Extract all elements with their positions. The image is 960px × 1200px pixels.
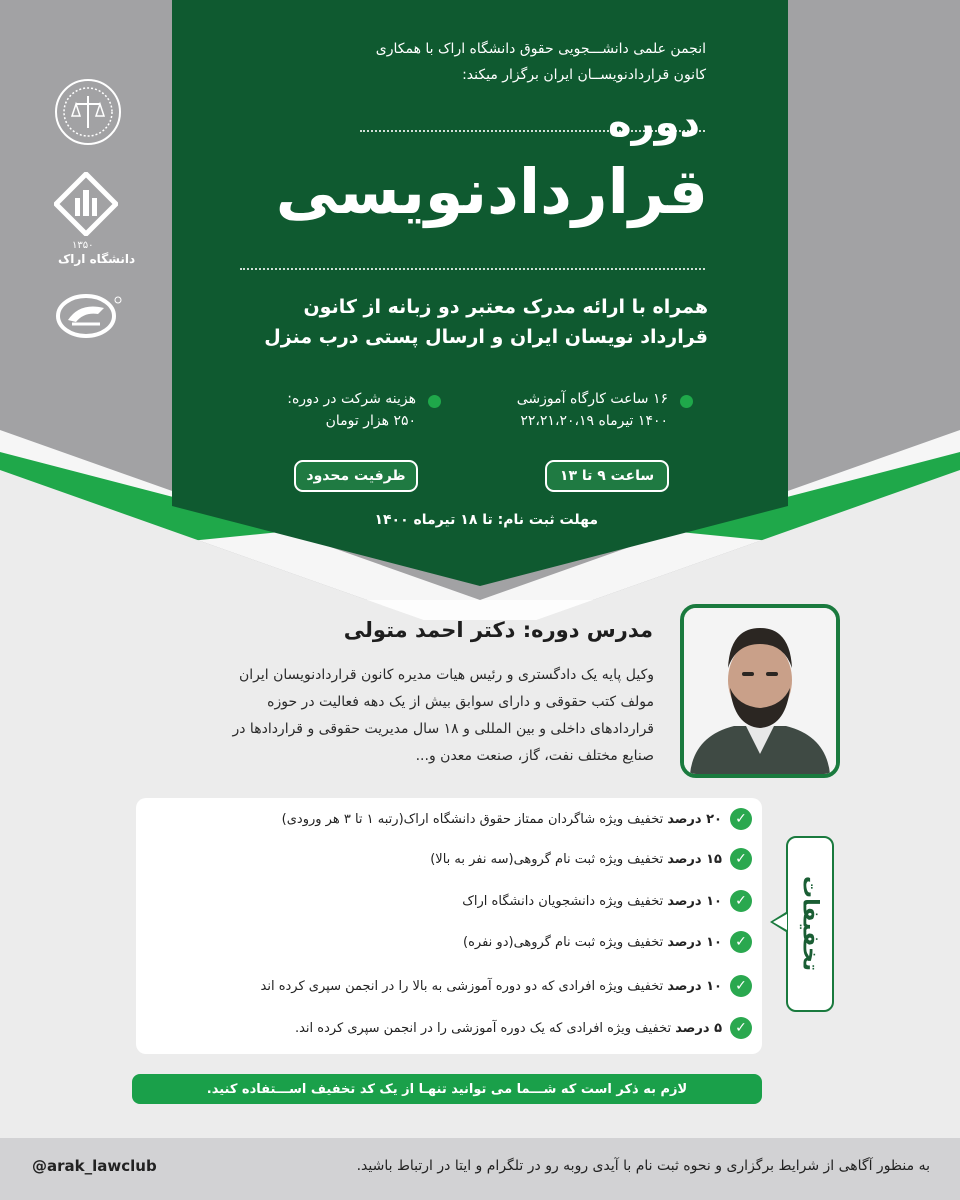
- check-icon: ✓: [730, 975, 752, 997]
- instructor-bio-line: وکیل پایه یک دادگستری و رئیس هیات مدیره کانون قراردادنویسان ایران: [238, 667, 654, 683]
- discount-text: [295, 1021, 722, 1036]
- check-icon: ✓: [730, 890, 752, 912]
- fee-line-1: هزینه شرکت در دوره:: [287, 391, 416, 407]
- course-kicker: دوره: [607, 100, 700, 146]
- university-caption: دانشگاه اراک: [58, 252, 136, 266]
- discount-item: [140, 928, 760, 956]
- subtitle-line-1: همراه با ارائه مدرک معتبر دو زبانه از کانون: [303, 296, 708, 318]
- discount-description: تخفیف ویژه ثبت نام گروهی(دو نفره): [463, 934, 664, 950]
- check-icon: ✓: [730, 931, 752, 953]
- registration-deadline: مهلت ثبت نام: تا ۱۸ تیرماه ۱۴۰۰: [374, 512, 598, 528]
- discount-percent: ۱۰ درصد: [667, 893, 722, 909]
- discount-percent: ۱۰ درصد: [667, 934, 722, 950]
- discount-description: تخفیف ویژه افرادی که یک دوره آموزشی را در انجمن سپری کرده اند.: [294, 1020, 672, 1036]
- check-icon: ✓: [730, 1017, 752, 1039]
- discount-description: تخفیف ویژه ثبت نام گروهی(سه نفر به بالا): [430, 851, 664, 867]
- organizer-text: [186, 36, 706, 88]
- footer-text: به منظور آگاهی از شرایط برگزاری و نحوه ثبت نام با آیدی روبه رو در تلگرام و ایتا در ارتباط باشید.: [356, 1158, 930, 1174]
- discount-item: [140, 972, 760, 1000]
- course-title: قراردادنویسی: [275, 155, 708, 228]
- instructor-bio-line: قراردادهای داخلی و بین المللی و ۱۸ سال مدیریت حقوقی و قراردادها در: [232, 721, 654, 737]
- university-year: ۱۳۵۰: [72, 240, 94, 251]
- hours-line-2: ۱۴۰۰ تیرماه ۲۲،۲۱،۲۰،۱۹: [520, 413, 668, 429]
- discount-item: [140, 805, 760, 833]
- capacity-pill: ظرفیت محدود: [294, 460, 418, 492]
- hours-bullet-icon: [680, 395, 693, 408]
- time-pill: ساعت ۹ تا ۱۳: [545, 460, 669, 492]
- discount-description: تخفیف ویژه افرادی که دو دوره آموزشی به بالا را در انجمن سپری کرده اند: [260, 978, 664, 994]
- discount-item: [140, 1014, 760, 1042]
- discount-text: [282, 812, 722, 827]
- discount-percent: ۲۰ درصد: [667, 811, 722, 827]
- discount-percent: ۱۵ درصد: [667, 851, 722, 867]
- law-faculty-seal-icon: [54, 78, 122, 146]
- hours-info: [517, 388, 668, 432]
- hours-line-1: ۱۶ ساعت کارگاه آموزشی: [516, 391, 668, 407]
- arak-university-logo-icon: [54, 172, 118, 236]
- instructor-bio: [134, 662, 654, 770]
- instructor-photo: [680, 604, 840, 778]
- fee-bullet-icon: [428, 395, 441, 408]
- organizer-line-2: کانون قراردادنویســان ایران برگزار میکند:: [462, 67, 706, 83]
- discount-note: لازم به ذکر است که شـــما می توانید تنهـا از یک کد تخفیف اســـتفاده کنید.: [132, 1074, 762, 1104]
- instructor-portrait-icon: [684, 608, 836, 774]
- contract-writers-logo-icon: [54, 292, 124, 342]
- course-subtitle: [108, 292, 708, 352]
- discounts-tab-pointer-fill: [773, 914, 787, 930]
- discount-item: [140, 845, 760, 873]
- fee-info: [287, 388, 416, 432]
- discount-percent: ۱۰ درصد: [667, 978, 722, 994]
- discount-item: [140, 887, 760, 915]
- discount-text: [463, 935, 722, 950]
- discount-percent: ۵ درصد: [675, 1020, 722, 1036]
- instructor-title: مدرس دوره: دکتر احمد متولی: [343, 618, 653, 642]
- instructor-bio-line: مولف کتب حقوقی و دارای سوابق بیش از یک دهه فعالیت در حوزه: [267, 694, 654, 710]
- subtitle-line-2: قرارداد نویسان ایران و ارسال پستی درب منزل: [264, 326, 708, 348]
- discount-text: [430, 852, 722, 867]
- discount-text: [462, 894, 722, 909]
- check-icon: ✓: [730, 808, 752, 830]
- social-handle[interactable]: @arak_lawclub: [32, 1157, 157, 1175]
- discount-text: [261, 979, 722, 994]
- check-icon: ✓: [730, 848, 752, 870]
- discount-description: تخفیف ویژه شاگردان ممتاز حقوق دانشگاه اراک(رتبه ۱ تا ۳ هر ورودی): [281, 811, 664, 827]
- title-divider-bottom: [240, 268, 705, 270]
- discount-description: تخفیف ویژه دانشجویان دانشگاه اراک: [462, 893, 664, 909]
- instructor-bio-line: صنایع مختلف نفت، گاز، صنعت معدن و...: [415, 748, 654, 764]
- fee-line-2: ۲۵۰ هزار تومان: [325, 413, 416, 429]
- organizer-line-1: انجمن علمی دانشـــجویی حقوق دانشگاه اراک با همکاری: [375, 41, 706, 57]
- discounts-tab-label: تخفیفات: [797, 876, 823, 972]
